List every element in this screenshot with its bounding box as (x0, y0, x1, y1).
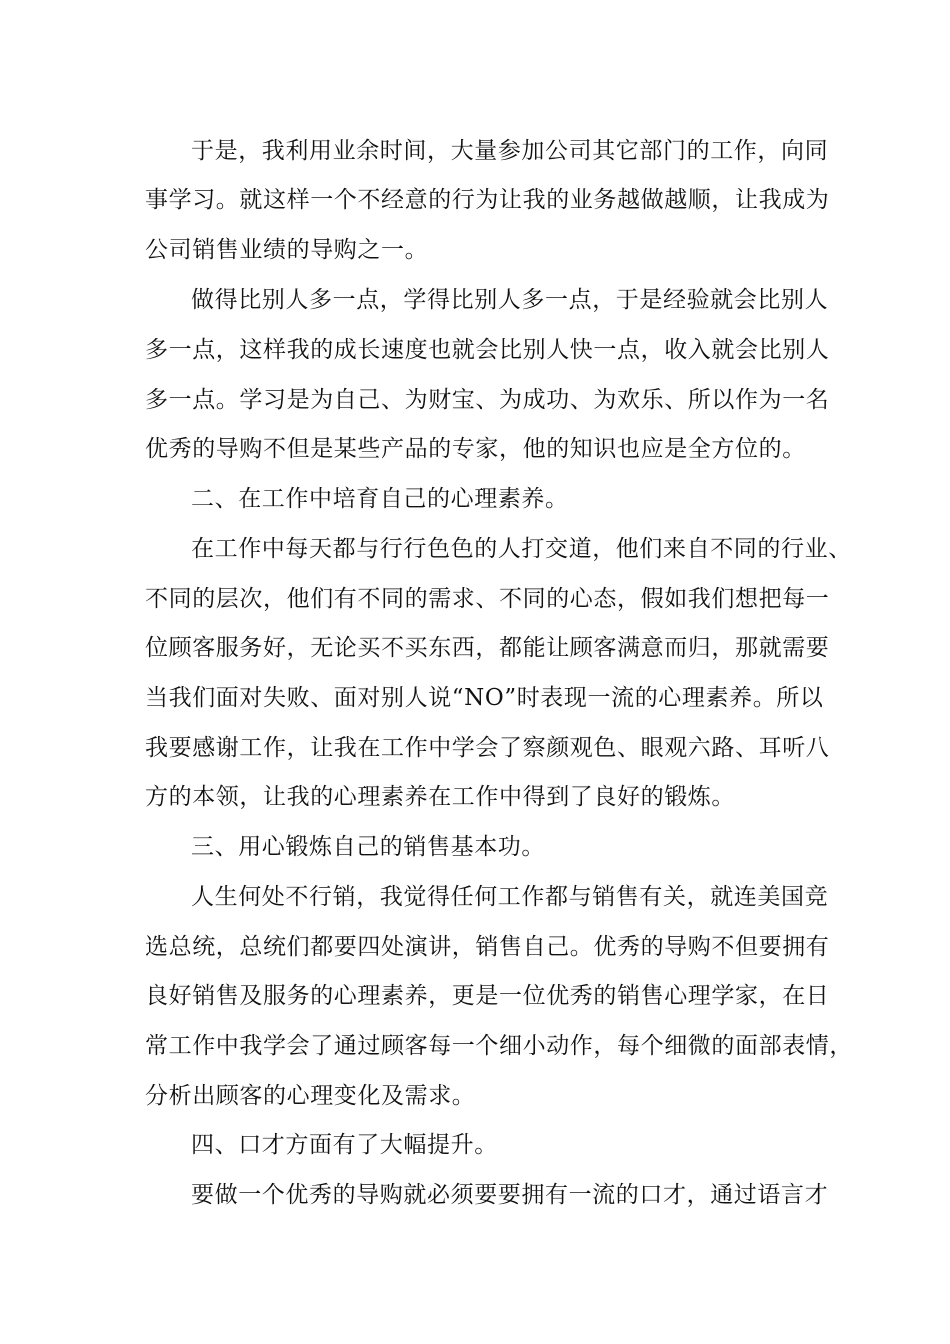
paragraph-3-line-6: 方的本领，让我的心理素养在工作中得到了良好的锻炼。 (145, 784, 735, 810)
paragraph-1-line-1: 于是，我利用业余时间，大量参加公司其它部门的工作，向同 (191, 138, 829, 164)
paragraph-4-line-5: 分析出顾客的心理变化及需求。 (145, 1083, 476, 1109)
paragraph-1-line-3: 公司销售业绩的导购之一。 (145, 237, 429, 263)
paragraph-2-line-3: 多一点。学习是为自己、为财宝、为成功、为欢乐、所以作为一名 (145, 387, 830, 413)
paragraph-1-line-2: 事学习。就这样一个不经意的行为让我的业务越做越顺，让我成为 (145, 187, 830, 213)
section-heading-3: 三、用心锻炼自己的销售基本功。 (191, 834, 545, 860)
paragraph-4-line-4: 常工作中我学会了通过顾客每一个细小动作，每个细微的面部表情， (145, 1033, 853, 1059)
paragraph-2-line-1: 做得比别人多一点，学得比别人多一点，于是经验就会比别人 (191, 287, 829, 313)
paragraph-3-line-4: 当我们面对失败、面对别人说“NO”时表现一流的心理素养。所以 (145, 685, 824, 711)
paragraph-4-line-3: 良好销售及服务的心理素养，更是一位优秀的销售心理学家，在日 (145, 983, 830, 1009)
section-heading-4: 四、口才方面有了大幅提升。 (191, 1132, 498, 1158)
paragraph-4-line-1: 人生何处不行销，我觉得任何工作都与销售有关，就连美国竞 (191, 884, 829, 910)
paragraph-2-line-4: 优秀的导购不但是某些产品的专家，他的知识也应是全方位的。 (145, 436, 806, 462)
section-heading-2: 二、在工作中培育自己的心理素养。 (191, 486, 569, 512)
paragraph-5-line-1: 要做一个优秀的导购就必须要要拥有一流的口才，通过语言才 (191, 1182, 829, 1208)
paragraph-3-line-1: 在工作中每天都与行行色色的人打交道，他们来自不同的行业、 (191, 536, 852, 562)
paragraph-2-line-2: 多一点，这样我的成长速度也就会比别人快一点，收入就会比别人 (145, 337, 830, 363)
paragraph-3-line-2: 不同的层次，他们有不同的需求、不同的心态，假如我们想把每一 (145, 586, 830, 612)
paragraph-4-line-2: 选总统，总统们都要四处演讲，销售自己。优秀的导购不但要拥有 (145, 934, 830, 960)
paragraph-3-line-3: 位顾客服务好，无论买不买东西，都能让顾客满意而归，那就需要 (145, 635, 830, 661)
paragraph-3-line-5: 我要感谢工作，让我在工作中学会了察颜观色、眼观六路、耳听八 (145, 735, 830, 761)
